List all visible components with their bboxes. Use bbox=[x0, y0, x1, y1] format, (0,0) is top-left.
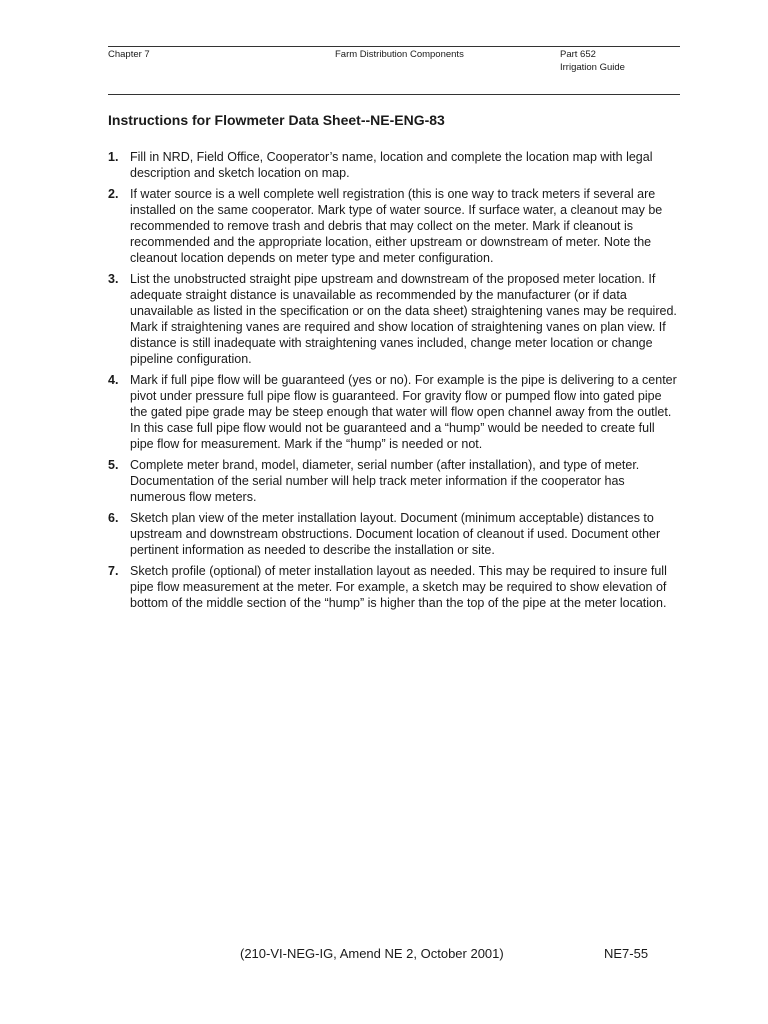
item-number: 3. bbox=[108, 272, 119, 286]
item-text: Complete meter brand, model, diameter, serial number (after installation), and type of meter. Documentation of the serial number will help track meter information if the cooperator has numerous flow meters. bbox=[130, 458, 640, 504]
header-guide: Irrigation Guide bbox=[560, 62, 625, 73]
instruction-item bbox=[108, 149, 680, 181]
document-title: Instructions for Flowmeter Data Sheet--NE-ENG-83 bbox=[108, 112, 445, 128]
footer-amendment: (210-VI-NEG-IG, Amend NE 2, October 2001) bbox=[240, 946, 504, 961]
item-text: Sketch plan view of the meter installation layout. Document (minimum acceptable) distances to upstream and downstream obstructions. Document location of cleanout if used. Document other pertinent information as needed to describe the installation or site. bbox=[130, 511, 661, 557]
item-text: If water source is a well complete well registration (this is one way to track meters if several are installed on the same cooperator. Mark type of water source. If surface water, a cleanout may be recommended to remove trash and debris that may collect on the meter. Mark if cleanout is recommended and the appropriate location, either upstream or downstream of meter. Note the cleanout location depends on meter type and meter configuration. bbox=[130, 187, 663, 265]
instructions-list bbox=[108, 149, 680, 616]
item-number: 1. bbox=[108, 150, 119, 164]
instruction-item bbox=[108, 271, 680, 367]
instruction-item bbox=[108, 510, 680, 558]
item-text: Fill in NRD, Field Office, Cooperator’s name, location and complete the location map with legal description and sketch location on map. bbox=[130, 150, 653, 180]
page-header bbox=[108, 46, 680, 95]
instruction-item bbox=[108, 372, 680, 452]
header-chapter: Chapter 7 bbox=[108, 49, 150, 60]
instruction-item bbox=[108, 563, 680, 611]
item-text: Mark if full pipe flow will be guaranteed (yes or no). For example is the pipe is delivering to a center pivot under pressure full pipe flow is guaranteed. For gravity flow or pumped flow into gated pipe the gated pipe grade may be steep enough that water will flow open channel away from the outlet. In this case full pipe flow would not be guaranteed and a “hump” would be needed to create full pipe flow for measurement. Mark if the “hump” is needed or not. bbox=[130, 373, 677, 451]
header-title: Farm Distribution Components bbox=[335, 49, 464, 60]
instruction-item bbox=[108, 457, 680, 505]
item-text: Sketch profile (optional) of meter installation layout as needed. This may be required to insure full pipe flow measurement at the meter. For example, a sketch may be required to show elevation of bottom of the middle section of the “hump” is higher than the top of the pipe at the meter location. bbox=[130, 564, 667, 610]
item-number: 4. bbox=[108, 373, 119, 387]
item-number: 2. bbox=[108, 187, 119, 201]
item-number: 7. bbox=[108, 564, 119, 578]
footer-page-number: NE7-55 bbox=[604, 946, 649, 961]
header-part: Part 652 bbox=[560, 49, 596, 60]
item-text: List the unobstructed straight pipe upstream and downstream of the proposed meter location. If adequate straight distance is unavailable as recommended by the manufacturer (or if data unavailable as listed in the specification or on the data sheet) straightening vanes may be required. Mark if straightening vanes are required and show location of straightening vanes on plan view. If distance is still inadequate with straightening vanes included, change meter location or change pipeline configuration. bbox=[130, 272, 677, 366]
item-number: 5. bbox=[108, 458, 119, 472]
item-number: 6. bbox=[108, 511, 119, 525]
instruction-item bbox=[108, 186, 680, 266]
